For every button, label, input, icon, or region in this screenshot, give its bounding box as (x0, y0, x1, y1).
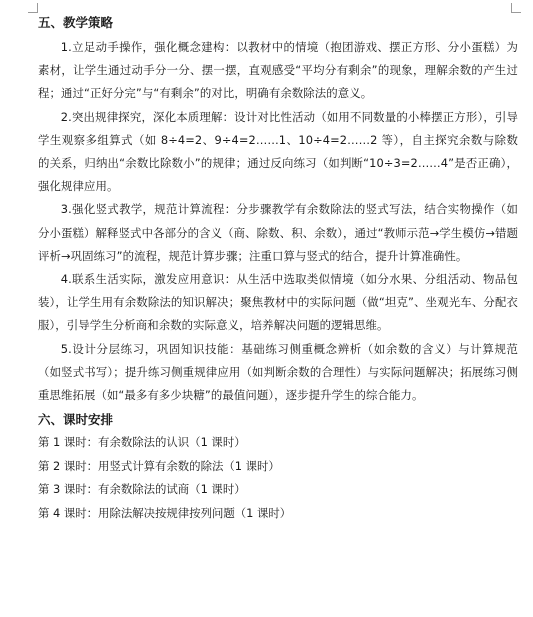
lesson-item-2: 第 2 课时：用竖式计算有余数的除法（1 课时） (38, 458, 280, 473)
strategy-paragraph-4: 4.联系生活实际，激发应用意识：从生活中选取类似情境（如分水果、分组活动、物品包装），让学生用有余数除法的知识解决；聚焦教材中的实际问题（做“坦克”、坐观光车、分配衣服），引导学生分析商和余数的实际意义，培养解决问题的逻辑思维。 (38, 272, 518, 333)
section-6-heading: 六、课时安排 (38, 412, 114, 428)
strategy-paragraph-5: 5.设计分层练习，巩固知识技能：基础练习侧重概念辨析（如余数的含义）与计算规范（如竖式书写）；提升练习侧重规律应用（如判断余数的合理性）与实际问题解决；拓展练习侧重思维拓展（如“最多有多少块糖”的最值问题），逐步提升学生的综合能力。 (38, 341, 518, 403)
page-corner-mark-left (28, 3, 38, 13)
section-5-heading: 五、教学策略 (38, 15, 114, 30)
strategy-paragraph-1: 1.立足动手操作，强化概念建构：以教材中的情境（抱团游戏、摆正方形、分小蛋糕）为素材，让学生通过动手分一分、摆一摆，直观感受“平均分有剩余”的现象，理解余数的产生过程；通过“正好分完”与“有剩余”的对比，明确有余数除法的意义。 (38, 40, 518, 101)
lesson-item-1: 第 1 课时：有余数除法的认识（1 课时） (38, 435, 246, 450)
document-page (38, 12, 518, 525)
lesson-item-4: 第 4 课时：用除法解决按规律按列问题（1 课时） (38, 505, 292, 520)
strategy-paragraph-2: 2.突出规律探究，深化本质理解：设计对比性活动（如用不同数量的小棒摆正方形），引导学生观察多组算式（如 8÷4=2、9÷4=2……1、10÷4=2……2 等），自主探究余数与除数的关系，归纳出“余数比除数小”的规律；通过反向练习（如判断“10÷3=2……4”是否正确），强化规律应用。 (38, 109, 518, 194)
strategy-paragraph-3: 3.强化竖式教学，规范计算流程：分步骤教学有余数除法的竖式写法，结合实物操作（如分小蛋糕）解释竖式中各部分的含义（商、除数、积、余数），通过“教师示范→学生模仿→错题评析→巩固练习”的流程，规范计算步骤；注重口算与竖式的结合，提升计算准确性。 (38, 202, 518, 263)
lesson-item-3: 第 3 课时：有余数除法的试商（1 课时） (38, 482, 246, 497)
